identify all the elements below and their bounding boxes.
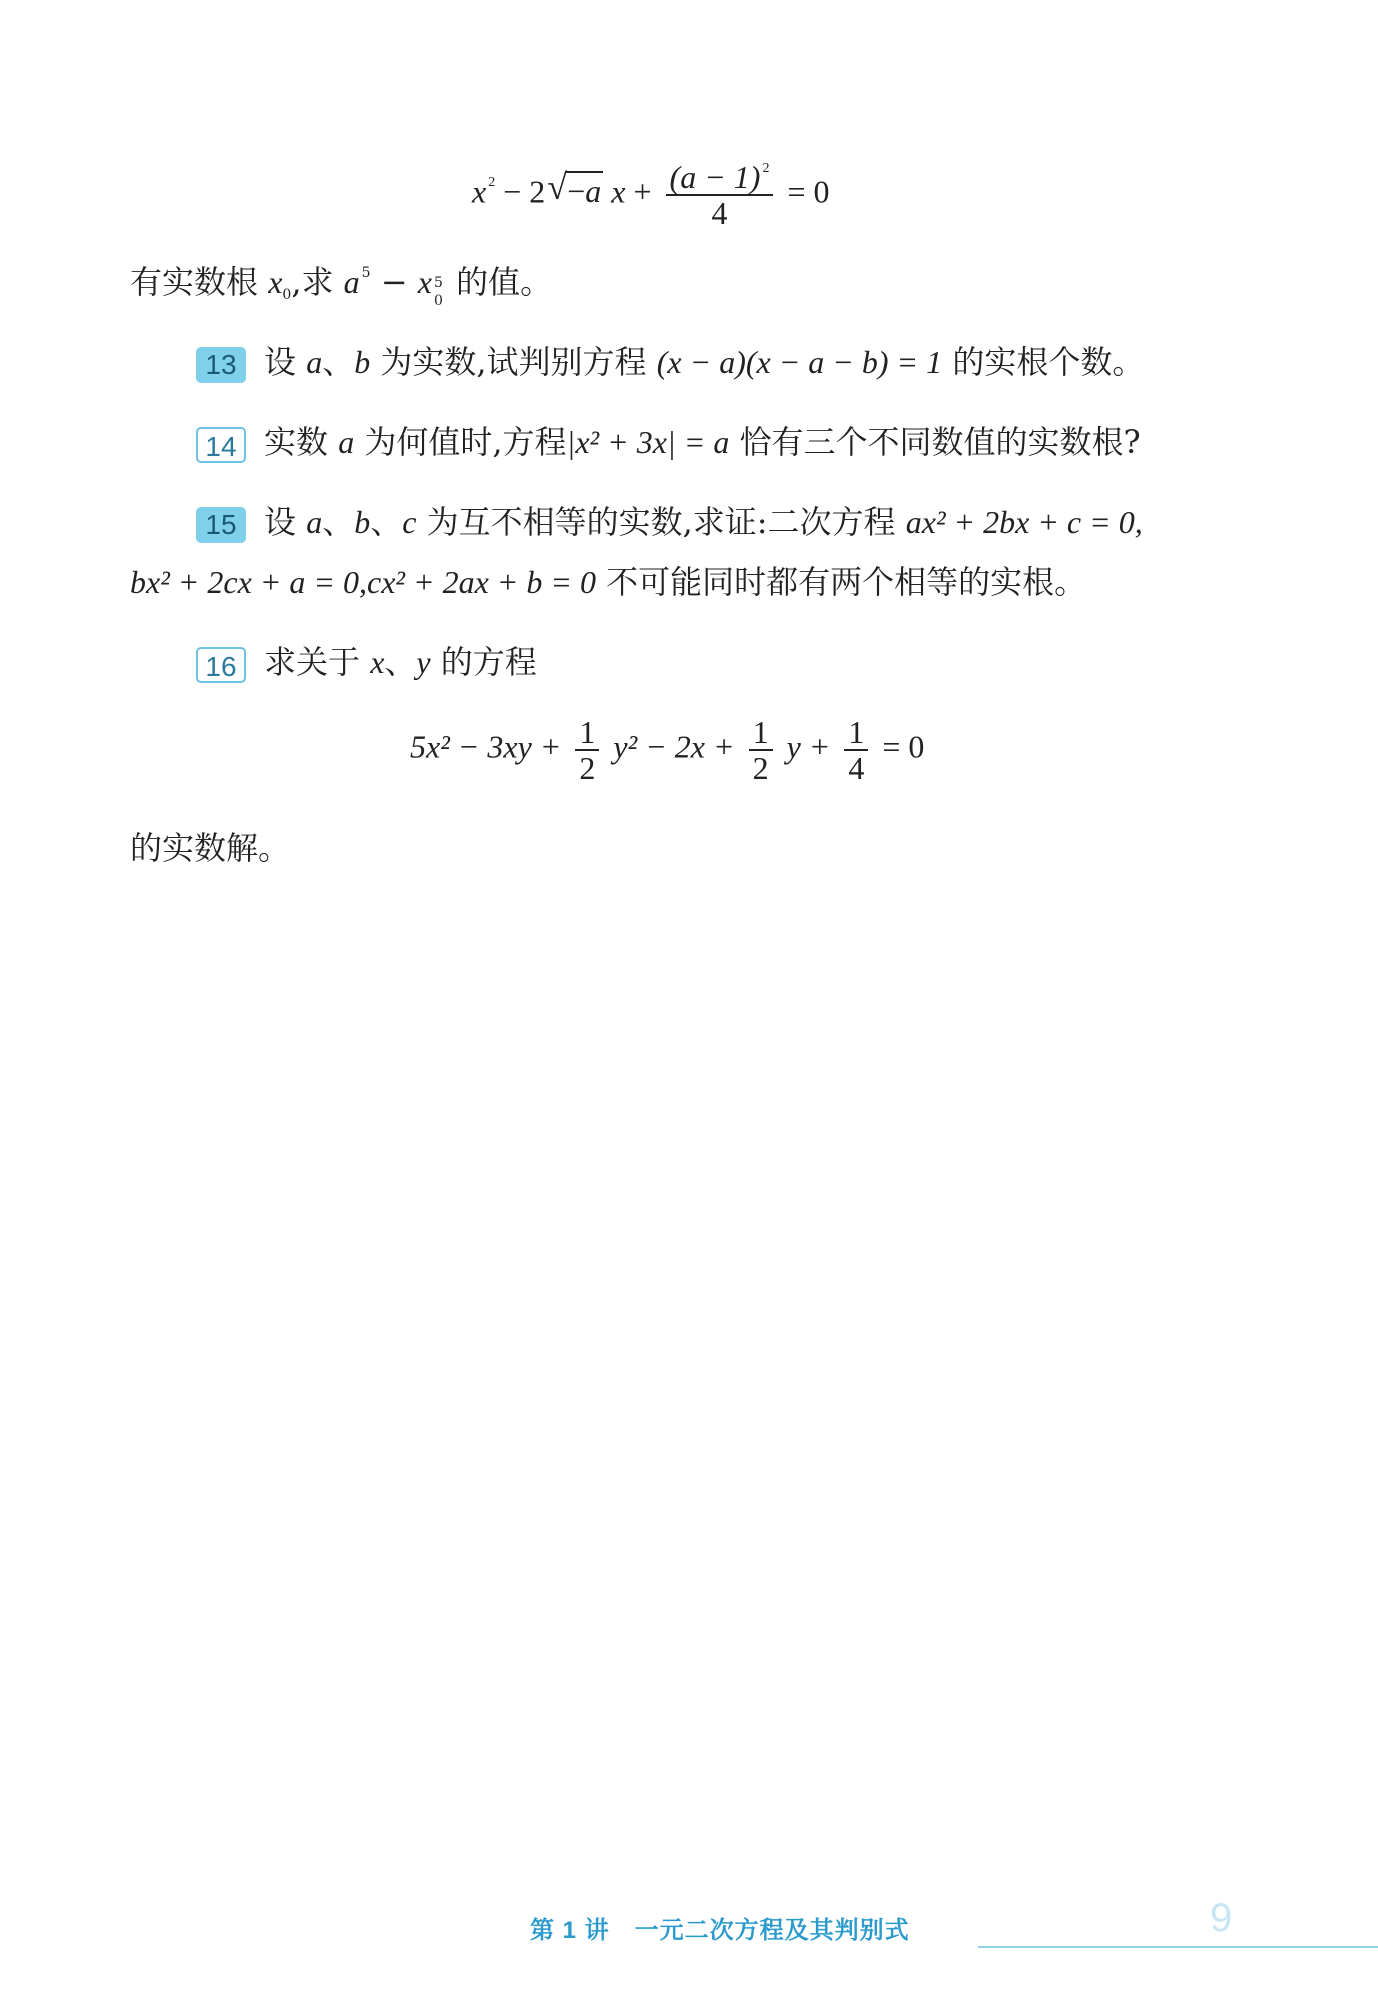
text: ,求 [291, 263, 344, 301]
frac-exp: 2 [762, 161, 770, 176]
var: c [402, 504, 417, 540]
text: 的方程 [430, 643, 537, 681]
text-line-roots [130, 262, 553, 309]
frac-num: (a − 1) [669, 159, 761, 195]
text: 不可能同时都有两个相等的实根。 [595, 563, 1087, 601]
var: a [306, 504, 323, 540]
text: 求关于 [264, 643, 371, 681]
equation: ax² + 2bx + c = 0, [905, 504, 1143, 540]
supsub: 5 0 [433, 274, 443, 309]
chapter-footer: 第 1 讲 一元二次方程及其判别式 [530, 1917, 910, 1944]
equation: bx² + 2cx + a = 0,cx² + 2ax + b = 0 [130, 564, 596, 600]
problem-number-badge: 13 [196, 347, 246, 383]
exp: 2 [488, 175, 496, 191]
var: b [354, 504, 371, 540]
var-x: x [472, 173, 487, 210]
equation: |x² + 3x| = a [566, 424, 730, 460]
equation-top: x $^2$ − 2 √ −a x + $\frac{(a - 1) ^2}{4}$ = 0 [472, 159, 830, 231]
text: 为实数,试判别方程 [370, 343, 657, 381]
fraction [666, 160, 774, 230]
sqrt-expr: √ −a [547, 167, 602, 210]
problem-14 [196, 422, 1141, 463]
text: 为互不相等的实数,求证:二次方程 [416, 503, 906, 541]
eq-part: = 0 [882, 728, 925, 765]
text: 有实数根 [130, 263, 269, 301]
frac-den: 4 [666, 194, 774, 230]
var-x2: x [611, 173, 626, 210]
var: y [416, 644, 431, 680]
equation-16 [410, 715, 924, 785]
text: 设 [264, 343, 307, 381]
var: x [370, 644, 385, 680]
var: a [338, 424, 355, 460]
sub: 0 [282, 287, 292, 303]
problem-number-badge: 15 [196, 507, 246, 543]
var: x [417, 264, 432, 300]
problem-15: 15 设 a、b、c 为互不相等的实数,求证:二次方程 ax² + 2bx + c = 0, [196, 502, 1143, 543]
fraction: $\frac{1}{2}$ [749, 715, 773, 785]
problem-16: 16 求关于 x、y 的方程 [196, 642, 537, 683]
page-number: 9 [1210, 1896, 1233, 1940]
closing-line: 的实数解。 [130, 829, 291, 867]
var: a [306, 344, 323, 380]
eq-part: y² − 2x + [613, 728, 735, 765]
text: 实数 [264, 423, 339, 461]
footer-divider [978, 1946, 1378, 1948]
fraction: $\frac{1}{2}$ [575, 715, 599, 785]
text: 为何值时,方程 [354, 423, 567, 461]
eq-part: 5x² − 3xy + [410, 728, 562, 765]
var: b [354, 344, 371, 380]
text: 设 [264, 503, 307, 541]
coef: 2 [529, 173, 546, 210]
problem-15-cont [130, 562, 1086, 602]
var: x [268, 264, 283, 300]
eq-part: y + [786, 728, 831, 765]
fraction: $\frac{1}{4}$ [844, 715, 868, 785]
problem-13: 13 设 a、b 为实数,试判别方程 (x − a)(x − a − b) = 1 的实根个数。 [196, 342, 1144, 383]
text: 的实根个数。 [942, 343, 1145, 381]
problem-number-badge: 14 [196, 427, 246, 463]
op: − [370, 263, 418, 301]
problem-number-badge: 16 [196, 647, 246, 683]
radicand: a [585, 173, 602, 210]
equation: (x − a)(x − a − b) = 1 [656, 344, 943, 380]
text: 恰有三个不同数值的实数根? [729, 423, 1141, 461]
var: a [343, 264, 360, 300]
rhs: 0 [813, 173, 830, 210]
exp: 5 [361, 265, 371, 281]
text: 的值。 [445, 263, 553, 301]
